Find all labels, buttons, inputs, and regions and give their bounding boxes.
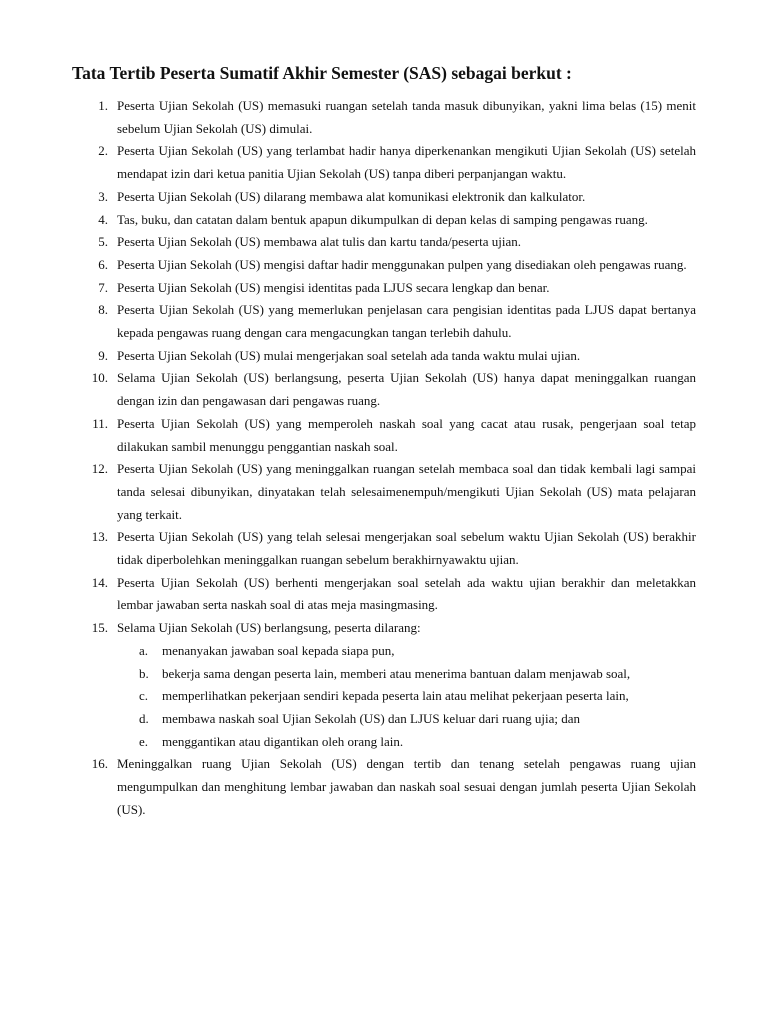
item-text: Peserta Ujian Sekolah (US) yang memperoleh naskah soal yang cacat atau rusak, pengerjaan soal tetap dilakukan sambil menunggu penggantian naskah soal. [117, 415, 696, 454]
list-item [0, 231, 768, 254]
sub-list-item [117, 708, 696, 731]
sub-item-text: memperlihatkan pekerjaan sendiri kepada peserta lain atau melihat pekerjaan peserta lain, [162, 688, 629, 704]
item-text: Peserta Ujian Sekolah (US) yang memerlukan penjelasan cara pengisian identitas pada LJUS dapat bertanya kepada pengawas ruang dengan cara mengacungkan tangan terlebih dahulu. [117, 302, 696, 341]
item-number: 16. [91, 756, 108, 772]
list-item [0, 458, 768, 526]
sub-list-item [117, 663, 696, 686]
item-number: 8. [98, 302, 108, 318]
item-text: Tas, buku, dan catatan dalam bentuk apapun dikumpulkan di depan kelas di samping pengawas ruang. [117, 211, 648, 227]
sub-list [117, 640, 696, 754]
item-text: Peserta Ujian Sekolah (US) yang telah selesai mengerjakan soal sebelum waktu Ujian Sekolah (US) berakhir tidak diperbolehkan meninggalkan ruangan sebelum berakhirnyawaktu ujian. [117, 529, 696, 568]
item-number: 11. [92, 415, 108, 431]
item-number: 14. [91, 574, 108, 590]
sub-item-letter: c. [139, 688, 149, 704]
list-item [0, 95, 768, 140]
list-item [0, 413, 768, 458]
item-number: 7. [98, 279, 108, 295]
list-item [0, 753, 768, 821]
item-text: Peserta Ujian Sekolah (US) yang meninggalkan ruangan setelah membaca soal dan tidak kembali lagi sampai tanda selesai dibunyikan, dinyatakan telah selesaimenempuh/mengikuti Ujian Sekolah (US) mata pelajaran yang terkait. [117, 461, 696, 522]
item-text: Peserta Ujian Sekolah (US) memasuki ruangan setelah tanda masuk dibunyikan, yakni lima belas (15) menit sebelum Ujian Sekolah (US) dimulai. [117, 98, 696, 136]
item-number: 1. [98, 98, 108, 113]
item-number: 5. [98, 234, 108, 250]
item-text: Peserta Ujian Sekolah (US) mengisi daftar hadir menggunakan pulpen yang disediakan oleh pengawas ruang. [117, 256, 687, 272]
item-number: 4. [98, 211, 108, 227]
sub-item-text: membawa naskah soal Ujian Sekolah (US) dan LJUS keluar dari ruang ujia; dan [162, 710, 581, 726]
sub-list-item [117, 640, 696, 663]
list-item [0, 572, 768, 617]
list-item [0, 254, 768, 277]
item-number: 10. [91, 370, 108, 386]
sub-item-letter: d. [139, 710, 149, 726]
list-item [0, 367, 768, 412]
item-number: 9. [98, 347, 108, 363]
item-number: 3. [98, 188, 108, 204]
sub-item-text: bekerja sama dengan peserta lain, memberi atau menerima bantuan dalam menjawab soal, [162, 665, 631, 681]
sub-item-text: menggantikan atau digantikan oleh orang lain. [162, 733, 404, 749]
item-number: 13. [91, 529, 108, 545]
sub-list-item [117, 685, 696, 708]
item-text: Peserta Ujian Sekolah (US) dilarang membawa alat komunikasi elektronik dan kalkulator. [117, 188, 586, 204]
rules-list [0, 95, 768, 822]
list-item [0, 617, 768, 753]
item-text: Peserta Ujian Sekolah (US) berhenti mengerjakan soal setelah ada waktu ujian berakhir dan meletakkan lembar jawaban serta naskah soal di atas meja masingmasing. [117, 574, 696, 613]
item-text: Peserta Ujian Sekolah (US) mulai mengerjakan soal setelah ada tanda waktu mulai ujian. [117, 347, 581, 363]
sub-item-letter: e. [139, 733, 149, 749]
item-text: Selama Ujian Sekolah (US) berlangsung, peserta Ujian Sekolah (US) hanya dapat meninggalkan ruangan dengan izin dan pengawasan dari pengawas ruang. [117, 370, 696, 409]
list-item [0, 345, 768, 368]
sub-list-item [117, 731, 696, 754]
item-text: Peserta Ujian Sekolah (US) yang terlambat hadir hanya diperkenankan mengikuti Ujian Sekolah (US) setelah mendapat izin dari ketua panitia Ujian Sekolah (US) tanpa diberi perpanjangan waktu. [117, 143, 696, 182]
item-text: Selama Ujian Sekolah (US) berlangsung, peserta dilarang: [117, 620, 421, 636]
sub-item-text: menanyakan jawaban soal kepada siapa pun, [162, 642, 395, 658]
item-text: Meninggalkan ruang Ujian Sekolah (US) dengan tertib dan tenang setelah pengawas ruang ujian mengumpulkan dan menghitung lembar jawaban dan naskah soal sesuai dengan jumlah peserta Ujian Sekolah (US). [117, 756, 696, 817]
item-text: Peserta Ujian Sekolah (US) membawa alat tulis dan kartu tanda/peserta ujian. [117, 234, 521, 250]
sub-item-letter: a. [139, 642, 149, 658]
list-item [0, 299, 768, 344]
page-title: Tata Tertib Peserta Sumatif Akhir Semester (SAS) sebagai berkut : [72, 63, 572, 83]
item-number: 15. [91, 620, 108, 636]
list-item [0, 526, 768, 571]
list-item [0, 140, 768, 185]
sub-item-letter: b. [139, 665, 149, 681]
item-number: 6. [98, 256, 108, 272]
list-item [0, 209, 768, 232]
item-number: 2. [98, 143, 108, 159]
item-text: Peserta Ujian Sekolah (US) mengisi identitas pada LJUS secara lengkap dan benar. [117, 279, 550, 295]
list-item [0, 277, 768, 300]
item-number: 12. [91, 461, 108, 477]
list-item [0, 186, 768, 209]
